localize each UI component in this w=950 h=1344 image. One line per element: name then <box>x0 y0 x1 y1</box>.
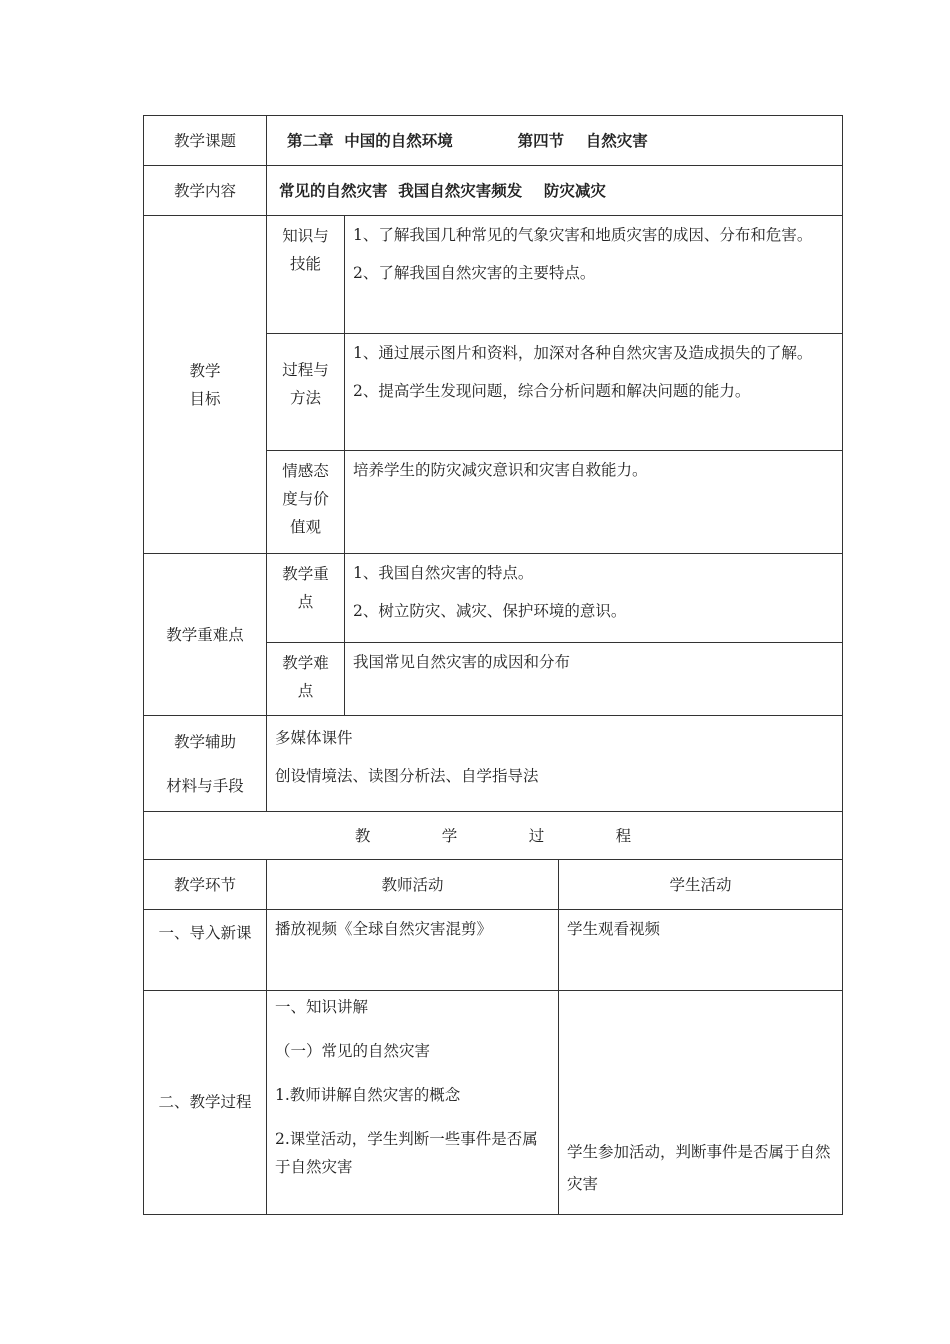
difficulty-content <box>345 643 843 716</box>
process-item: 1、通过展示图片和资料，加深对各种自然灾害及造成损失的了解。 <box>353 344 813 362</box>
teacher-item: 1.教师讲解自然灾害的概念 <box>275 1086 461 1104</box>
key-item: 2、树立防灾、减灾、保护环境的意识。 <box>353 602 627 620</box>
knowledge-label <box>267 216 345 334</box>
table-row <box>144 910 843 991</box>
process-label-line2: 方法 <box>289 389 321 407</box>
key-item: 1、我国自然灾害的特点。 <box>353 564 534 582</box>
columns-row <box>144 860 843 910</box>
content-label: 教学内容 <box>144 166 267 216</box>
key-label-line2: 点 <box>297 593 314 611</box>
objectives-label-line2: 目标 <box>189 389 221 408</box>
focus-key-row <box>144 554 843 643</box>
knowledge-label-line2: 技能 <box>289 255 321 273</box>
topic-label: 教学课题 <box>144 116 267 166</box>
process-header <box>144 812 843 860</box>
process-header-char: 过 <box>528 826 545 845</box>
stage-cell: 二、教学过程 <box>144 991 267 1215</box>
objectives-label <box>144 216 267 554</box>
column-student: 学生活动 <box>559 860 843 910</box>
teacher-item: 一、知识讲解 <box>275 998 369 1016</box>
emotion-label-line1: 情感态 <box>282 462 329 480</box>
process-label <box>267 334 345 451</box>
teacher-item: 播放视频《全球自然灾害混剪》 <box>275 920 493 938</box>
topic-row <box>144 116 843 166</box>
objectives-label-line1: 教学 <box>189 361 221 380</box>
process-header-char: 教 <box>354 826 371 845</box>
content-row <box>144 166 843 216</box>
aids-content <box>267 716 843 812</box>
process-label-line1: 过程与 <box>282 361 329 379</box>
key-content <box>345 554 843 643</box>
emotion-item: 培养学生的防灾减灾意识和灾害自救能力。 <box>353 461 648 479</box>
emotion-label-line2: 度与价 <box>282 490 329 508</box>
process-content <box>345 334 843 451</box>
content-value: 常见的自然灾害 我国自然灾害频发 防灾减灾 <box>267 166 843 216</box>
table-row <box>144 991 843 1215</box>
teacher-cell <box>267 991 559 1215</box>
emotion-label <box>267 451 345 554</box>
objective-knowledge-row <box>144 216 843 334</box>
process-header-row <box>144 812 843 860</box>
teacher-item: 2.课堂活动，学生判断一些事件是否属于自然灾害 <box>275 1130 538 1176</box>
key-label <box>267 554 345 643</box>
key-label-line1: 教学重 <box>282 565 329 583</box>
column-stage: 教学环节 <box>144 860 267 910</box>
student-cell: 学生观看视频 <box>559 910 843 991</box>
difficulty-label <box>267 643 345 716</box>
knowledge-label-line1: 知识与 <box>282 227 329 245</box>
lesson-plan-table <box>143 115 843 1215</box>
process-item: 2、提高学生发现问题，综合分析问题和解决问题的能力。 <box>353 382 751 400</box>
aids-label-line2: 材料与手段 <box>166 776 244 795</box>
emotion-label-line3: 值观 <box>289 518 321 536</box>
aids-item: 创设情境法、读图分析法、自学指导法 <box>275 767 539 785</box>
aids-label-line1: 教学辅助 <box>173 732 236 751</box>
aids-row <box>144 716 843 812</box>
emotion-content <box>345 451 843 554</box>
process-header-char: 程 <box>615 826 632 845</box>
knowledge-item: 1、了解我国几种常见的气象灾害和地质灾害的成因、分布和危害。 <box>353 226 813 244</box>
process-header-char: 学 <box>441 826 458 845</box>
focus-label: 教学重难点 <box>144 554 267 716</box>
aids-label <box>144 716 267 812</box>
teacher-item: （一）常见的自然灾害 <box>275 1042 431 1060</box>
difficulty-label-line1: 教学难 <box>282 654 329 672</box>
knowledge-item: 2、了解我国自然灾害的主要特点。 <box>353 264 596 282</box>
topic-value <box>267 116 843 166</box>
column-teacher: 教师活动 <box>267 860 559 910</box>
aids-item: 多媒体课件 <box>275 729 353 747</box>
topic-chapter: 第二章 中国的自然环境 <box>287 131 453 150</box>
topic-section: 第四节 自然灾害 <box>517 131 648 150</box>
difficulty-label-line2: 点 <box>297 682 314 700</box>
teacher-cell <box>267 910 559 991</box>
stage-cell: 一、导入新课 <box>144 910 267 991</box>
student-cell: 学生参加活动，判断事件是否属于自然灾害 <box>559 991 843 1215</box>
difficulty-item: 我国常见自然灾害的成因和分布 <box>353 653 571 671</box>
knowledge-content <box>345 216 843 334</box>
